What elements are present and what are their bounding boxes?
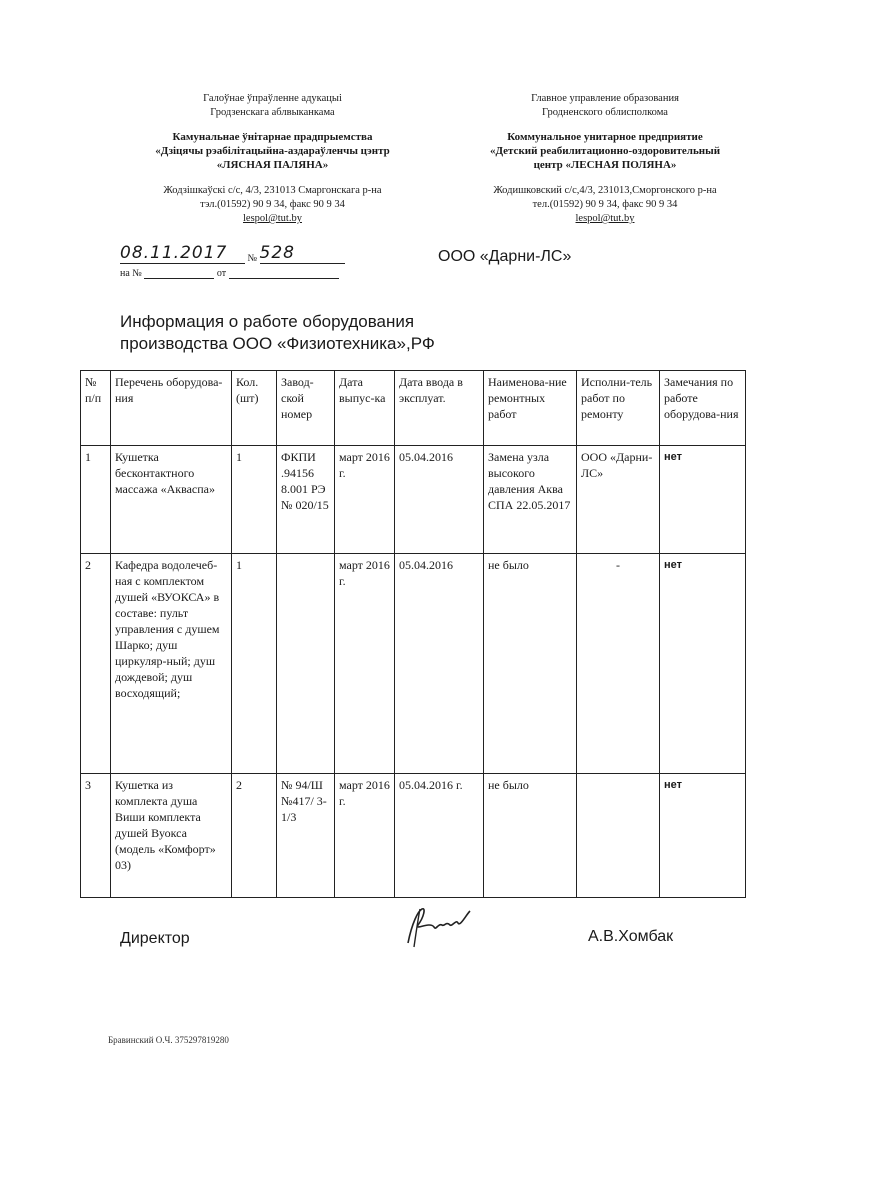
address-line-1: Жодишковский с/с,4/3, 231013,Сморгонского р-на [493, 185, 717, 196]
col-header-serial: Завод-ской номер [277, 371, 335, 446]
cell-commissioned: 05.04.2016 [395, 446, 484, 554]
cell-serial: № 94/Ш №417/ 3-1/3 [277, 774, 335, 898]
phone-line: тэл.(01592) 90 9 34, факс 90 9 34 [200, 199, 345, 210]
org-line-2: «Дзіцячы рэабілітацыйна-аздараўленчы цэнтр [155, 145, 390, 157]
reply-label: на № [120, 268, 142, 279]
cell-commissioned: 05.04.2016 г. [395, 774, 484, 898]
number-label: № [247, 253, 258, 264]
cell-num: 1 [81, 446, 111, 554]
email-link[interactable]: lespol@tut.by [243, 213, 302, 224]
org-line-2: «Детский реабилитационно-оздоровительный [489, 145, 721, 157]
title-line-1: Информация о работе оборудования [120, 312, 415, 331]
col-header-qty: Кол. (шт) [232, 371, 277, 446]
phone-line: тел.(01592) 90 9 34, факс 90 9 34 [532, 199, 678, 210]
equipment-table [80, 370, 746, 898]
dept-line-1: Галоўнае ўпраўленне адукацыі [203, 93, 342, 104]
cell-serial: ФКПИ .94156 8.001 РЭ № 020/15 [277, 446, 335, 554]
handwritten-date: 08.11.2017 [120, 243, 228, 263]
signatory-name: А.В.Хомбак [588, 928, 674, 945]
addressee: ООО «Дарни-ЛС» [438, 248, 572, 265]
col-header-num: № п/п [81, 371, 111, 446]
email-link[interactable]: lespol@tut.by [575, 213, 635, 224]
dept-line-1: Главное управление образования [531, 93, 679, 104]
address-line-1: Жодзішкаўскі с/с, 4/3, 231013 Смаргонскага р-на [163, 185, 382, 196]
col-header-commissioned: Дата ввода в эксплуат. [395, 371, 484, 446]
col-header-executor: Исполни-тель работ по ремонту [577, 371, 660, 446]
col-header-made: Дата выпус-ка [335, 371, 395, 446]
cell-qty: 2 [232, 774, 277, 898]
cell-name: Кушетка из комплекта душа Виши комплекта душей Вуокса (модель «Комфорт» 03) [111, 774, 232, 898]
org-line-3: центр «ЛЕСНАЯ ПОЛЯНА» [533, 159, 677, 171]
col-header-name: Перечень оборудова-ния [111, 371, 232, 446]
cell-executor: - [577, 554, 660, 774]
cell-made: март 2016 г. [335, 774, 395, 898]
table-row [81, 446, 746, 554]
dept-line-2: Гродзенскага аблвыканкама [210, 107, 335, 118]
cell-repairs: не было [484, 554, 577, 774]
handwritten-signature [400, 903, 480, 949]
cell-qty: 1 [232, 446, 277, 554]
cell-commissioned: 05.04.2016 [395, 554, 484, 774]
cell-serial [277, 554, 335, 774]
table-row [81, 774, 746, 898]
cell-name: Кафедра водолечеб-ная с комплектом душей «ВУОКСА» в составе: пульт управления с душем Шарко; душ циркуляр-ный; душ дождевой; душ восходящий; [111, 554, 232, 774]
cell-repairs: не было [484, 774, 577, 898]
cell-qty: 1 [232, 554, 277, 774]
col-header-remarks: Замечания по работе оборудова-ния [660, 371, 746, 446]
outgoing-reference [120, 243, 360, 279]
cell-repairs: Замена узла высокого давления Аква СПА 22.05.2017 [484, 446, 577, 554]
org-line-1: Камунальнае ўнітарнае прадпрыемства [172, 131, 373, 143]
org-line-1: Коммунальное унитарное предприятие [507, 131, 703, 143]
cell-executor: ООО «Дарни-ЛС» [577, 446, 660, 554]
cell-made: март 2016 г. [335, 554, 395, 774]
cell-num: 3 [81, 774, 111, 898]
cell-made: март 2016 г. [335, 446, 395, 554]
cell-num: 2 [81, 554, 111, 774]
reply-from-label: от [216, 268, 227, 279]
cell-name: Кушетка бесконтактного массажа «Акваспа» [111, 446, 232, 554]
org-line-3: «ЛЯСНАЯ ПАЛЯНА» [216, 159, 329, 171]
signatory-position: Директор [120, 930, 190, 947]
letterhead-right [440, 92, 770, 226]
cell-remarks: нет [660, 446, 746, 554]
cell-remarks: нет [660, 554, 746, 774]
cell-remarks: нет [660, 774, 746, 898]
executor-note: Бравинский О.Ч. 375297819280 [108, 1035, 229, 1045]
cell-executor [577, 774, 660, 898]
letterhead-left [105, 92, 440, 226]
table-row [81, 554, 746, 774]
dept-line-2: Гродненского облисполкома [542, 107, 668, 118]
title-line-2: производства ООО «Физиотехника»,РФ [120, 334, 435, 353]
document-title [120, 311, 580, 355]
table-header-row [81, 371, 746, 446]
handwritten-number: 528 [259, 243, 295, 263]
col-header-repairs: Наименова-ние ремонтных работ [484, 371, 577, 446]
